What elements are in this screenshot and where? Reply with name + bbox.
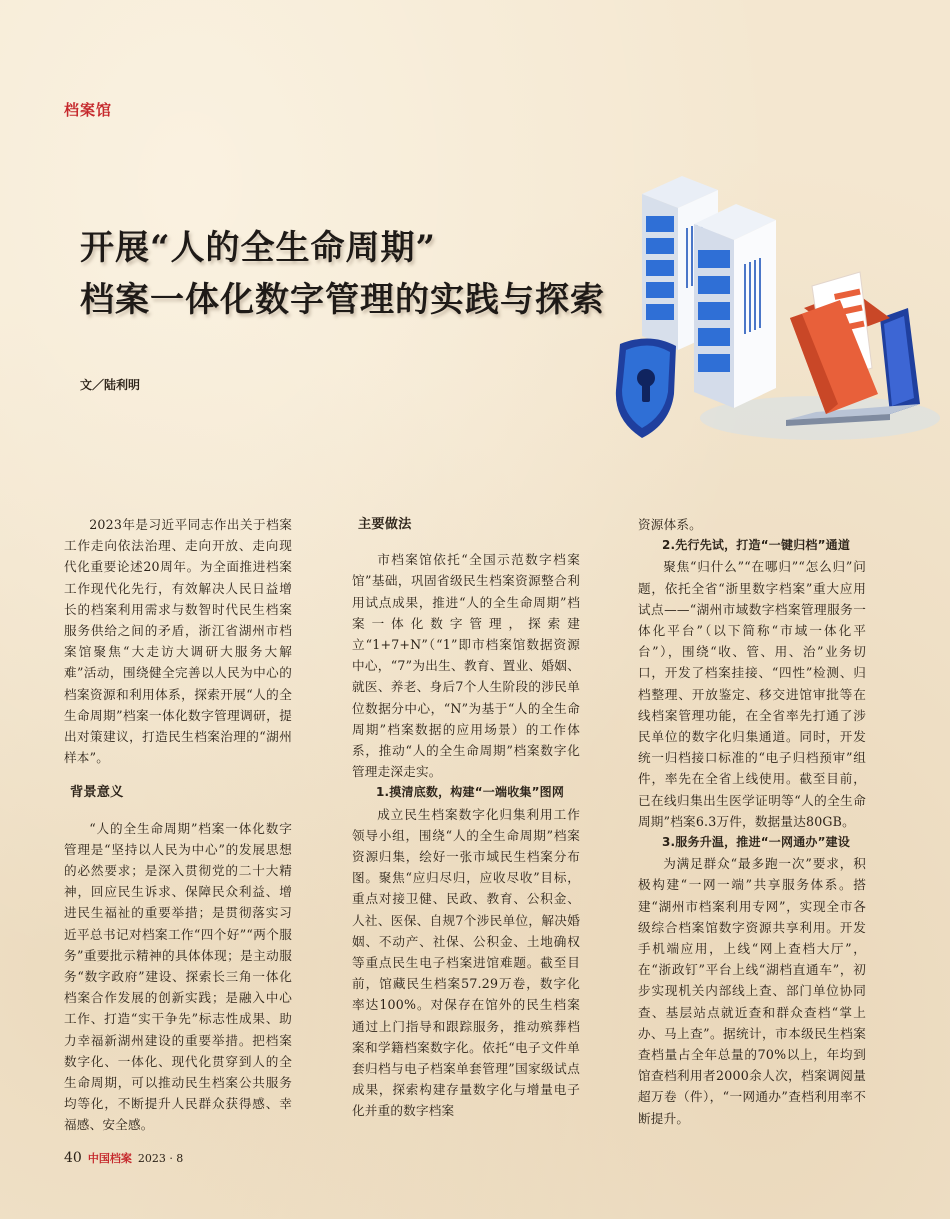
- title-line-2: 档案一体化数字管理的实践与探索: [80, 280, 605, 320]
- issue-number: 2023 · 8: [137, 1152, 184, 1165]
- heading-main-practices: 主要做法: [358, 517, 412, 532]
- server-rack-icon-front: [694, 204, 776, 408]
- background-paragraph: “人的全生命周期”档案一体化数字管理是“坚持以人民为中心”的发展思想的必然要求；是深入贯彻党的二十大精神，回应民生诉求、保障民众利益、增进民生福祉的重要举措；是贯彻落实习近平总书记对档案工作“四个好”“两个服务”重要批示精神的具体体现；是主动服务“数字政府”建设、探索长三角一体化档案合作发展的创新实践；是融入中心工作、打造“实干争先”标志性成果、助力幸福新湖州建设的重要举措。把档案数字化、一体化、现代化贯穿到人的全生命周期，可以推动民生档案公共服务均等化，不断提升人民群众获得感、幸福感、安全感。: [64, 820, 292, 1133]
- section-tag: 档案馆: [64, 101, 113, 119]
- page-number: 40: [64, 1150, 82, 1166]
- article-column-1: [64, 514, 292, 1136]
- title-line-1: 开展“人的全生命周期”: [80, 228, 437, 268]
- subheading-3: 3.服务升温，推进“一网通办”建设: [662, 835, 851, 850]
- author-byline: 文／陆利明: [80, 378, 141, 392]
- article-column-2: [352, 514, 580, 1122]
- article-title: [80, 222, 605, 326]
- folder-icon: [790, 272, 890, 414]
- subheading-2: 2.先行先试，打造“一键归档”通道: [662, 538, 851, 553]
- heading-background: 背景意义: [70, 785, 124, 801]
- continued-paragraph: 资源体系。: [638, 517, 702, 532]
- subheading-1: 1.摸清底数，构建“一端收集”图网: [376, 785, 565, 800]
- data-security-illustration: [590, 168, 950, 458]
- practices-paragraph: 市档案馆依托“全国示范数字档案馆”基础，巩固省级民生档案资源整合利用试点成果，推进“人的全生命周期”档案一体化数字管理，探索建立“1+7+N”（“1”即市档案馆数据资源中心，“7”为出生、教育、置业、婚姻、就医、养老、身后7个人生阶段的涉民单位数据分中心，“N”为基于“人的全生命周期”档案数据的应用场景）的工作体系，推动“人的全生命周期”档案数字化管理走深走实。: [352, 552, 580, 780]
- page-footer: [64, 1150, 183, 1166]
- article-column-3: [638, 514, 866, 1129]
- security-shield-icon: [616, 338, 676, 438]
- subsection-2-paragraph: 聚焦“归什么”“在哪归”“怎么归”问题，依托全省“浙里数字档案”重大应用试点——“湖州市域数字档案管理服务一体化平台”（以下简称“市域一体化平台”），围绕“收、管、用、治”业务切口，开发了档案挂接、“四性”检测、归档整理、开放鉴定、移交进馆审批等在线档案管理功能，在全省率先打通了涉民单位的数字化归集通道。同时，开发统一归档接口标准的“电子归档预审”组件，率先在全省上线使用。截至目前，已在线归集出生医学证明等“人的全生命周期”档案6.3万件，数据量达80GB。: [638, 559, 866, 829]
- subsection-1-paragraph: 成立民生档案数字化归集利用工作领导小组，围绕“人的全生命周期”档案资源归集，绘好一张市域民生档案分布图。聚焦“应归尽归，应收尽收”目标，重点对接卫健、民政、教育、公积金、人社、医保、自规7个涉民单位，解决婚姻、不动产、社保、公积金、土地确权等重点民生电子档案进馆难题。截至目前，馆藏民生档案57.29万卷，数字化率达100%。对保存在馆外的民生档案通过上门指导和跟踪服务，推动殡葬档案和学籍档案数字化。依托“电子文件单套归档与电子档案单套管理”国家级试点成果，探索构建存量数字化与增量电子化并重的数字档案: [352, 806, 580, 1119]
- subsection-3-paragraph: 为满足群众“最多跑一次”要求，积极构建“一网一端”共享服务体系。搭建“湖州市档案利用专网”，实现全市各级综合档案馆数字资源共享利用。开发手机端应用，上线“网上查档大厅”，在“浙政钉”平台上线“湖档直通车”，初步实现机关内部线上查、部门单位协同查、基层站点就近查和群众查档“掌上办、马上查”。据统计，市本级民生档案查档量占全年总量的70%以上，年均到馆查档利用者2000余人次，档案调阅量超万卷（件），“一网通办”查档利用率不断提升。: [638, 856, 866, 1126]
- intro-paragraph: 2023年是习近平同志作出关于档案工作走向依法治理、走向开放、走向现代化重要论述20周年。为全面推进档案工作现代化先行，有效解决人民日益增长的档案利用需求与数智时代民生档案服务供给之间的矛盾，浙江省湖州市档案馆聚焦“大走访大调研大服务大解难”活动，围绕健全完善以人民为中心的档案资源和利用体系，探索开展“人的全生命周期”档案一体化数字管理调研，提出对策建议，打造民生档案治理的“湖州样本”。: [64, 517, 292, 766]
- magazine-brand: 中国档案: [87, 1152, 132, 1165]
